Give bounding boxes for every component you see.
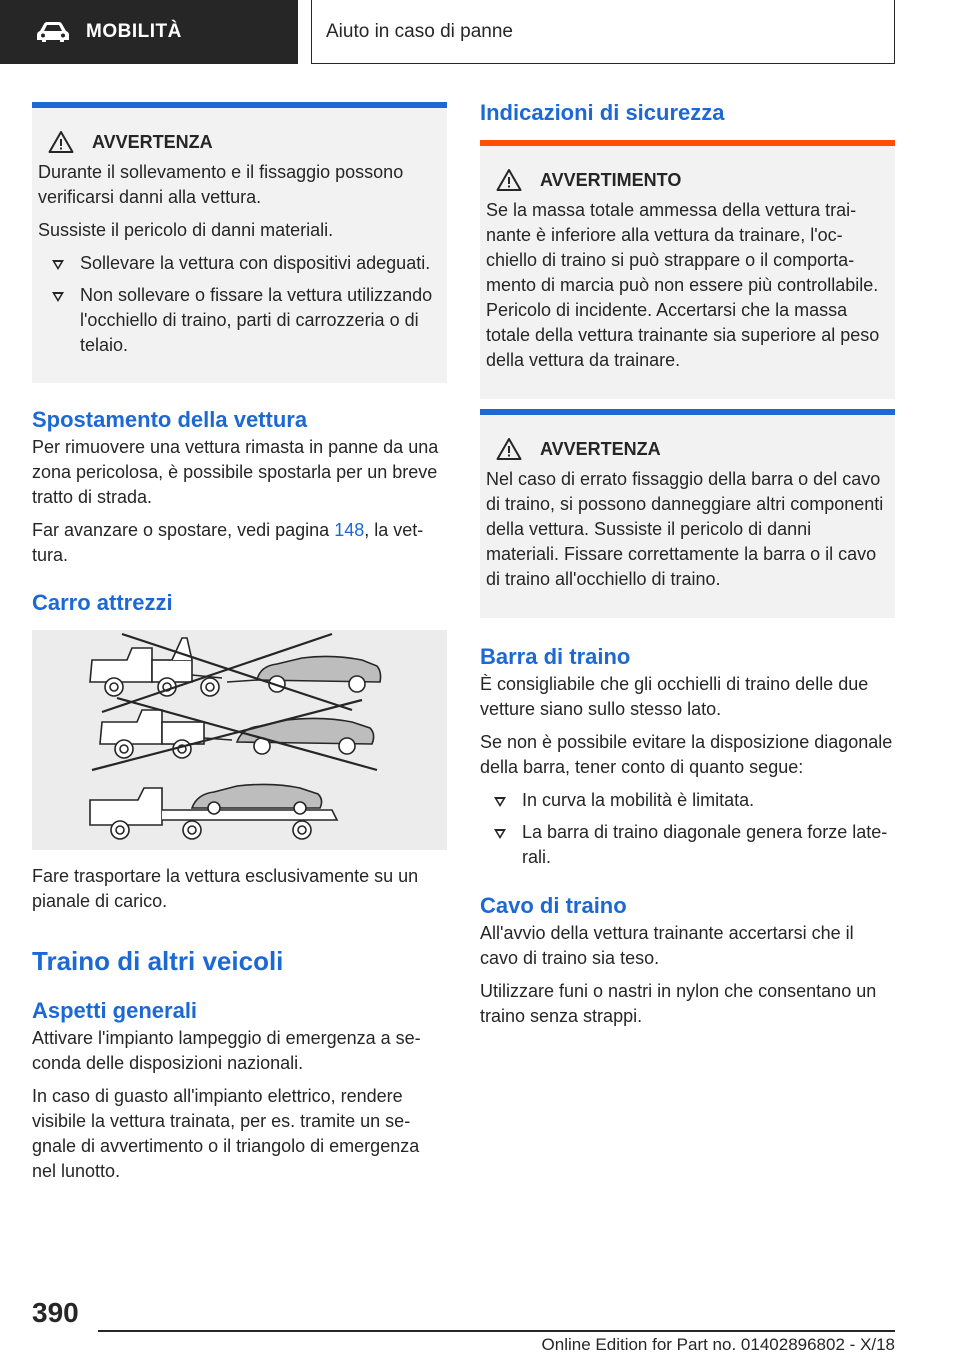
section-title-barra: Barra di traino [480, 644, 631, 669]
triangle-bullet-icon [494, 829, 506, 839]
barra-list [480, 788, 895, 870]
warning-box-bar [480, 409, 895, 618]
triangle-bullet-icon [52, 292, 64, 302]
header-chapter [311, 0, 895, 64]
warning-heading-text: AVVERTIMENTO [540, 169, 682, 190]
warning-heading [48, 130, 437, 154]
subsection-title-aspetti: Aspetti generali [32, 998, 198, 1023]
triangle-bullet-icon [494, 797, 506, 807]
tow-truck-drawing [32, 630, 447, 850]
warning-triangle-icon [48, 130, 74, 154]
warning-box-lifting [32, 102, 447, 383]
warning-text: Sussiste il pericolo di danni materiali. [38, 220, 334, 240]
car-icon [36, 21, 70, 43]
right-column [480, 98, 895, 1037]
warning-box-mass [480, 140, 895, 399]
triangle-bullet-icon [52, 260, 64, 270]
warning-triangle-icon [496, 168, 522, 192]
header-chapter-title: Aiuto in caso di panne [326, 20, 513, 42]
warning-list [38, 251, 437, 358]
footer-divider [98, 1330, 895, 1332]
warning-text: Durante il sollevamento e il fissaggio possono verificarsi danni alla vettura. [38, 162, 404, 207]
figure-caption: Fare trasportare la vettura esclusivamente su un pianale di carico. [32, 866, 419, 911]
section-title-spostamento: Spostamento della vettura [32, 407, 308, 432]
header-section-tab [0, 0, 298, 64]
warning-heading [496, 437, 885, 461]
paragraph: In caso di guasto all'impianto elettrico, rendere visibile la vettura trainata, per es. tramite un segnale di avvertimento o il triangolo di emergenza nel lunotto. [32, 1086, 420, 1181]
section-title-traino: Traino di altri veicoli [32, 946, 284, 976]
header-section-title: MOBILITÀ [86, 21, 182, 42]
tow-truck-illustration [32, 630, 447, 850]
section-title-cavo: Cavo di traino [480, 893, 627, 918]
warning-triangle-icon [496, 437, 522, 461]
paragraph: È consigliabile che gli occhielli di traino delle due vetture siano sullo stesso lato. [480, 674, 869, 719]
paragraph: Per rimuovere una vettura rimasta in panne da una zona pericolosa, è possibile spostarla per un breve tratto di strada. [32, 437, 439, 507]
paragraph: Attivare l'impianto lampeggio di emergenza a seconda delle disposizioni nazionali. [32, 1028, 421, 1073]
list-item: La barra di traino diagonale genera forze laterali. [480, 820, 895, 870]
warning-heading-text: AVVERTENZA [92, 131, 213, 152]
list-item: Non sollevare o fissare la vettura utilizzando l'occhiello di traino, parti di carrozzeria o di telaio. [38, 283, 437, 358]
warning-text: Se la massa totale ammessa della vettura trainante è inferiore alla vettura da trainare, l'occhiello di traino si può strappare o il comportamento di marcia può non essere più controllabile. Pericolo di incidente. Accertarsi che la massa totale della vettura trainante sia superiore al peso della vettura da trainare. [486, 200, 880, 370]
left-column [32, 102, 447, 1192]
list-item: Sollevare la vettura con dispositivi adeguati. [38, 251, 437, 276]
edition-note: Online Edition for Part no. 01402896802 - X/18 [541, 1335, 895, 1354]
page-number: 390 [32, 1297, 79, 1328]
section-title-sicurezza: Indicazioni di sicurezza [480, 100, 725, 125]
warning-heading [496, 168, 885, 192]
section-title-carro: Carro attrezzi [32, 590, 173, 615]
paragraph: Utilizzare funi o nastri in nylon che consentano un traino senza strappi. [480, 981, 877, 1026]
list-item: In curva la mobilità è limitata. [480, 788, 895, 813]
paragraph: Se non è possibile evitare la disposizione diagonale della barra, tener conto di quanto segue: [480, 732, 893, 777]
warning-heading-text: AVVERTENZA [540, 438, 661, 459]
paragraph: Far avanzare o spostare, vedi pagina 148, la vettura. [32, 520, 424, 565]
page-link[interactable]: 148 [334, 520, 365, 540]
warning-text: Nel caso di errato fissaggio della barra o del cavo di traino, si possono danneggiare altri componenti della vettura. Sussiste il pericolo di danni materiali. Fissare correttamente la barra o il cavo di traino all'occhiello di traino. [486, 469, 884, 589]
paragraph: All'avvio della vettura trainante accertarsi che il cavo di traino sia teso. [480, 923, 854, 968]
